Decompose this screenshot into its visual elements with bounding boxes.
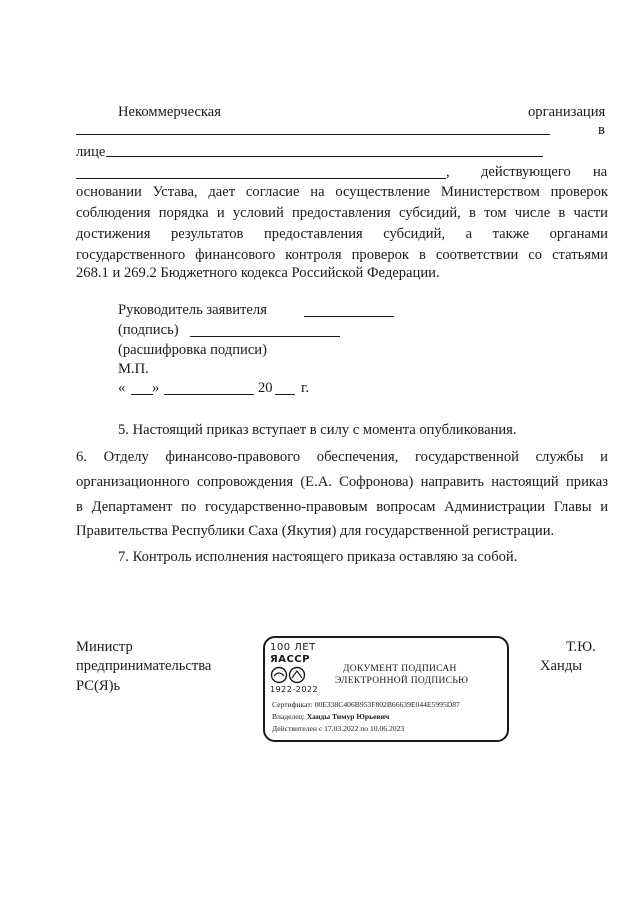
stamp-validity: Действителен с 17.03.2022 по 10.06.2023	[272, 724, 405, 733]
year-blank	[275, 394, 295, 395]
date-quote-open: «	[118, 380, 126, 396]
electronic-signature-stamp	[263, 636, 509, 742]
day-blank	[131, 394, 153, 395]
stamp-owner: Владелец: Ханды Тимур Юрьевич	[272, 712, 390, 721]
stamp-certificate: Сертификат: 00E338C406B953F802B66639E044E5995D87	[272, 700, 460, 709]
consent-org-word: организация	[528, 104, 606, 120]
year-prefix: 20	[258, 380, 273, 396]
person-name-blank	[106, 156, 543, 157]
org-name-blank	[76, 134, 550, 135]
minister-title-line: РС(Я)ь	[76, 678, 121, 694]
consent-text-line: государственного финансового контроля проверок в соответствии со статьями	[76, 247, 608, 263]
minister-surname: Ханды	[540, 658, 583, 674]
order-item-5: 5. Настоящий приказ вступает в силу с момента опубликования.	[118, 422, 517, 438]
valid-from: 17.03.2022	[324, 724, 359, 733]
stamp-title-line1: ДОКУМЕНТ ПОДПИСАН	[343, 664, 457, 674]
valid-to: 10.06.2023	[370, 724, 405, 733]
consent-text-line: соблюдения порядка и условий предоставления субсидий, в том числе в части	[76, 205, 608, 221]
signature-blank	[190, 336, 340, 337]
order-item-6-line: Правительства Республики Саха (Якутия) для государственной регистрации.	[76, 523, 555, 539]
consent-person-label: лице	[76, 144, 106, 160]
emblem-icon	[270, 666, 310, 684]
consent-in-word: в	[598, 122, 605, 138]
minister-title-line: предпринимательства	[76, 658, 212, 674]
owner-name: Ханды Тимур Юрьевич	[306, 712, 390, 721]
logo-text-yassr: ЯАССР	[270, 654, 310, 665]
signature-decode-label: (расшифровка подписи)	[118, 342, 267, 358]
position-blank	[76, 178, 446, 179]
logo-text-100: 100 ЛЕТ	[270, 642, 316, 653]
order-item-7: 7. Контроль исполнения настоящего приказа оставляю за собой.	[118, 549, 518, 565]
year-suffix: г.	[301, 380, 309, 396]
anniversary-logo	[270, 643, 330, 695]
certificate-number: 00E338C406B953F802B66639E044E5995D87	[314, 700, 460, 709]
seal-place-label: М.П.	[118, 361, 149, 377]
consent-text-line: 268.1 и 269.2 Бюджетного кодекса Российской Федерации.	[76, 265, 440, 281]
minister-title-line: Министр	[76, 639, 133, 655]
order-item-6-line: 6. Отделу финансово-правового обеспечения, государственной службы и	[76, 449, 608, 465]
comma: ,	[446, 164, 450, 180]
month-blank	[164, 394, 254, 395]
head-sign-blank	[304, 316, 394, 317]
on-word: на	[593, 164, 608, 180]
order-item-6-line: организационного сопровождения (Е.А. Софронова) направить настоящий приказ	[76, 474, 608, 490]
consent-text-line: достижения результатов предоставления субсидий, а также органами	[76, 226, 608, 242]
acting-word: действующего	[481, 164, 571, 180]
consent-org-label: Некоммерческая	[118, 104, 221, 120]
consent-text-line: основании Устава, дает согласие на осуществление Министерством проверок	[76, 184, 608, 200]
date-quote-close: »	[152, 380, 160, 396]
applicant-head-label: Руководитель заявителя	[118, 302, 267, 318]
logo-text-years: 1922-2022	[270, 685, 319, 694]
signature-label: (подпись)	[118, 322, 179, 338]
order-item-6-line: в Департамент по государственно-правовым вопросам Администрации Главы и	[76, 499, 608, 515]
minister-initials: Т.Ю.	[566, 639, 596, 655]
stamp-title-line2: ЭЛЕКТРОННОЙ ПОДПИСЬЮ	[335, 676, 469, 686]
